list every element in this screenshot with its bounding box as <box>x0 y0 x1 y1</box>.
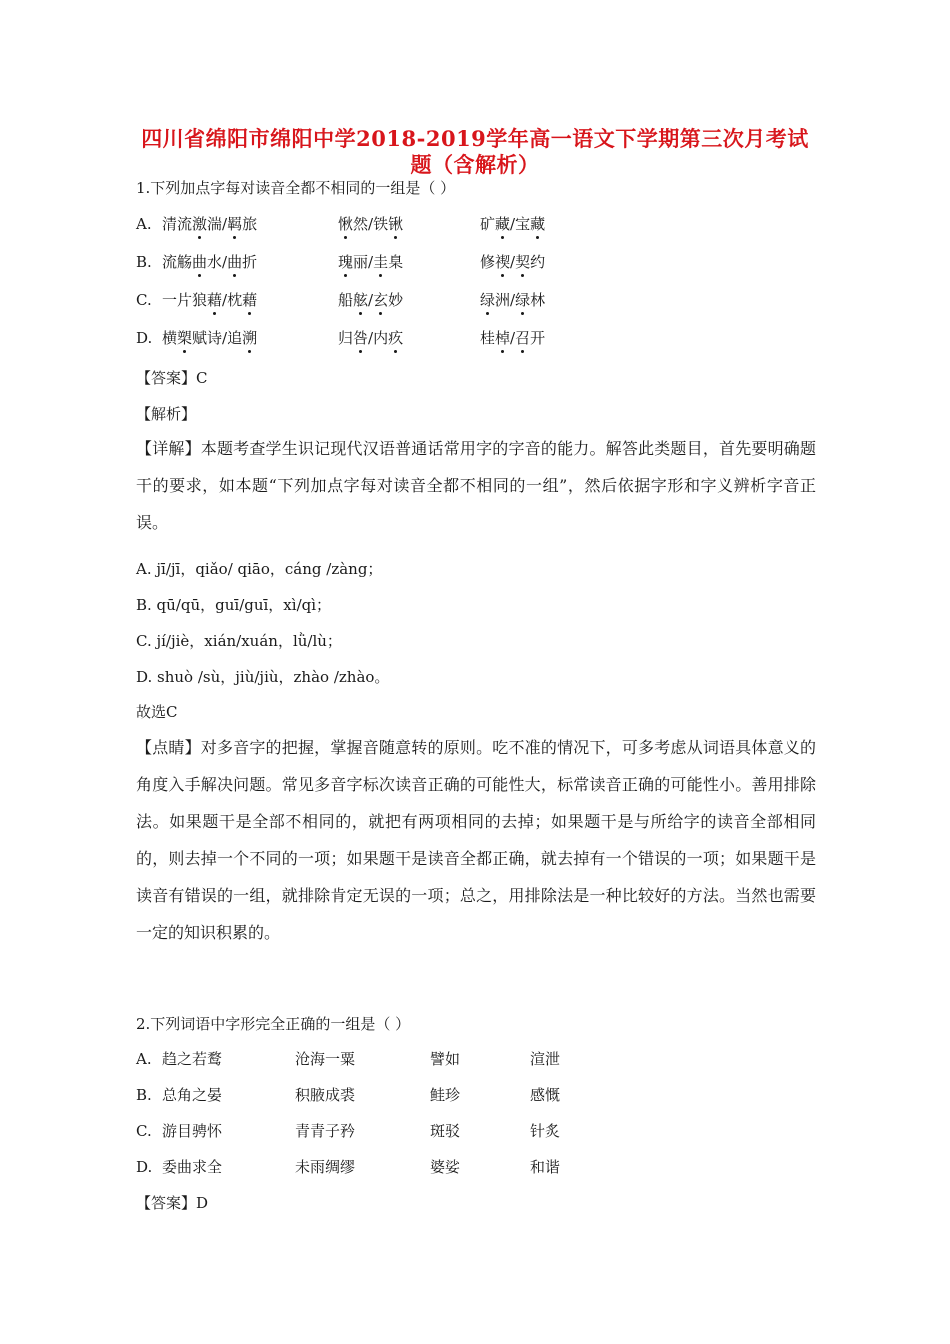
option-label: B. <box>136 253 152 271</box>
option-item: 归咎/内疚 <box>338 329 404 347</box>
pinyin-line: A. jī/jī，qiǎo/ qiāo，cáng /zàng； <box>136 560 383 578</box>
option-label: D. <box>136 329 153 347</box>
option-word: 积腋成裘 <box>295 1086 356 1104</box>
option-word: 鲑珍 <box>430 1086 461 1104</box>
option-word: 譬如 <box>430 1050 461 1068</box>
option-item: 流觞曲水/曲折 <box>162 253 258 271</box>
question-1-tip: 【点睛】对多音字的把握，掌握音随意转的原则。吃不准的情况下，可多考虑从词语具体意义的角度入手解决问题。常见多音字标次读音正确的可能性大，标常读音正确的可能性小。善用排除法。如果题干是全部不相同的，就把有两项相同的去掉；如果题干是与所给字的读音全部相同的，则去掉一个不同的一项；如果题干是读音全都正确，就去掉有一个错误的一项；如果题干是读音有错误的一组，就排除肯定无误的一项；总之，用排除法是一种比较好的方法。当然也需要一定的知识积累的。 <box>136 738 816 942</box>
option-word: 渲泄 <box>530 1050 561 1068</box>
option-item: 愀然/铁锹 <box>338 215 404 233</box>
option-item: 修禊/契约 <box>480 253 546 271</box>
option-label: B. <box>136 1086 152 1104</box>
option-word: 针炙 <box>530 1122 561 1140</box>
option-item: 横槊赋诗/追溯 <box>162 329 258 347</box>
option-item: 船舷/玄妙 <box>338 291 404 309</box>
option-word: 和谐 <box>530 1158 561 1176</box>
option-item: 瑰丽/圭臬 <box>338 253 404 271</box>
option-item: 一片狼藉/枕藉 <box>162 291 258 309</box>
pinyin-line: D. shuò /sù，jiù/jiù，zhào /zhào。 <box>136 668 390 686</box>
question-1-analysis-heading: 【解析】 <box>136 405 197 423</box>
option-word: 游目骋怀 <box>162 1122 223 1140</box>
option-item: 清流激湍/羁旅 <box>162 215 258 233</box>
option-word: 趋之若鹜 <box>162 1050 223 1068</box>
option-word: 婆娑 <box>430 1158 461 1176</box>
option-item: 桂棹/召开 <box>480 329 546 347</box>
option-word: 未雨绸缪 <box>295 1158 356 1176</box>
option-label: A. <box>136 1050 152 1068</box>
option-item: 矿藏/宝藏 <box>480 215 546 233</box>
option-label: C. <box>136 1122 152 1140</box>
question-1-choice: 故选C <box>136 703 178 721</box>
question-1-detail: 【详解】本题考查学生识记现代汉语普通话常用字的字音的能力。解答此类题目，首先要明确题干的要求，如本题“下列加点字每对读音全都不相同的一组”，然后依据字形和字义辨析字音正误。 <box>136 439 816 532</box>
option-word: 总角之晏 <box>162 1086 223 1104</box>
option-word: 委曲求全 <box>162 1158 223 1176</box>
document-title-line2: 题（含解析） <box>410 152 540 177</box>
option-word: 沧海一粟 <box>295 1050 356 1068</box>
pinyin-line: B. qū/qū，guī/guī，xì/qì； <box>136 596 332 614</box>
question-1-answer: 【答案】C <box>136 369 208 387</box>
pinyin-line: C. jí/jiè，xián/xuán，lǜ/lù； <box>136 632 342 650</box>
option-word: 青青子矜 <box>295 1122 356 1140</box>
option-label: A. <box>136 215 152 233</box>
option-word: 斑驳 <box>430 1122 461 1140</box>
option-label: C. <box>136 291 152 309</box>
question-2-stem: 2.下列词语中字形完全正确的一组是（ ） <box>136 1015 411 1033</box>
option-label: D. <box>136 1158 153 1176</box>
option-item: 绿洲/绿林 <box>480 291 546 309</box>
option-word: 感慨 <box>530 1086 561 1104</box>
question-1-stem: 1.下列加点字每对读音全都不相同的一组是（ ） <box>136 179 456 197</box>
question-2-answer: 【答案】D <box>136 1194 209 1212</box>
document-title-line1: 四川省绵阳市绵阳中学2018-2019学年高一语文下学期第三次月考试 <box>141 126 809 151</box>
